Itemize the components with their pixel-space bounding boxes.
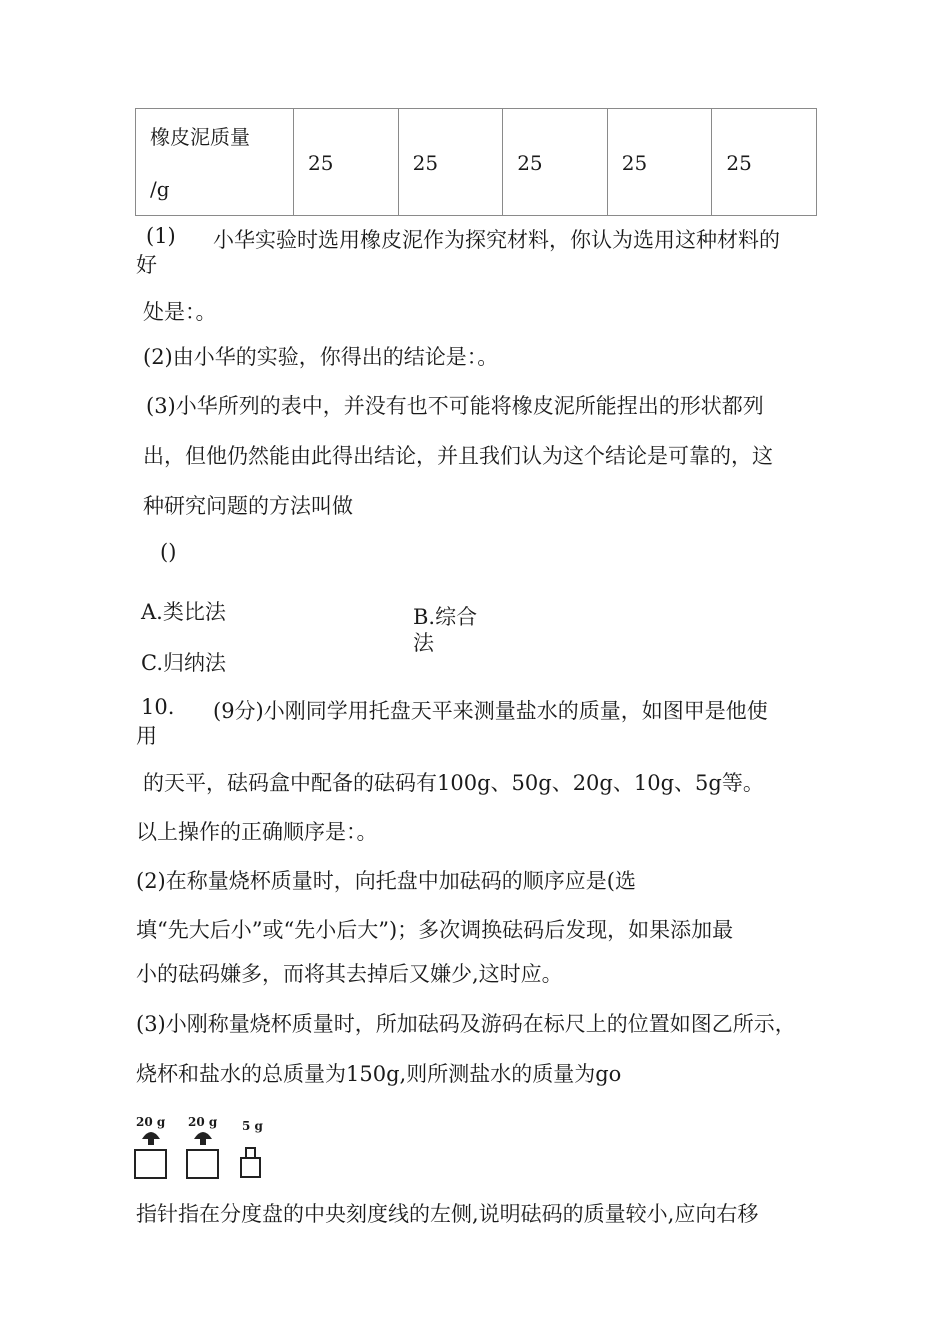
q10-part3-line1: (3)小刚称量烧杯质量时，所加砝码及游码在标尺上的位置如图乙所示， — [136, 1012, 796, 1036]
q10-part2-line2: 填“先大后小”或“先小后大”)；多次调换砝码后发现，如果添加最 — [136, 918, 734, 942]
q10-line3: 以上操作的正确顺序是：。 — [136, 820, 378, 844]
q9-option-c: C.归纳法 — [141, 651, 226, 675]
table-cell: 25 — [398, 109, 503, 216]
q10-number: 10. — [141, 695, 175, 719]
q9-part1-text: 小华实验时选用橡皮泥作为探究材料，你认为选用这种材料的 — [213, 228, 780, 252]
q9-option-a: A.类比法 — [141, 600, 226, 624]
q9-part3-line1: (3)小华所列的表中，并没有也不可能将橡皮泥所能捏出的形状都列 — [146, 394, 764, 418]
table-row — [136, 109, 817, 216]
q10-part3-line2: 烧杯和盐水的总质量为150g,则所测盐水的质量为go — [136, 1062, 622, 1086]
table-cell: 25 — [712, 109, 817, 216]
q10-line2: 的天平，砝码盒中配备的砝码有100g、50g、20g、10g、5g等。 — [143, 771, 764, 795]
weight-label: 20 g — [136, 1115, 166, 1129]
q9-part3-line2: 出，但他仍然能由此得出结论，并且我们认为这个结论是可靠的，这 — [143, 444, 773, 468]
weight-20g-icon — [184, 1115, 222, 1181]
q9-part2: (2)由小华的实验，你得出的结论是：。 — [143, 345, 499, 369]
q9-option-b-line2: 法 — [413, 631, 434, 655]
q9-part1-line2: 处是：。 — [143, 300, 217, 324]
table-cell: 25 — [294, 109, 399, 216]
weight-label: 20 g — [188, 1115, 218, 1129]
table-label-cell — [136, 109, 294, 216]
weight-label: 5 g — [242, 1119, 263, 1133]
weight-5g-icon — [238, 1115, 268, 1181]
q9-option-b-line1: B.综合 — [413, 605, 478, 629]
q9-part3-line3: 种研究问题的方法叫做 — [143, 494, 353, 518]
q9-part1-number: (1) — [146, 224, 176, 248]
weight-20g-icon — [132, 1115, 170, 1181]
q10-part2-line1: (2)在称量烧杯质量时，向托盘中加砝码的顺序应是(选 — [136, 869, 636, 893]
table-cell: 25 — [607, 109, 712, 216]
table-label-line2: /g — [150, 177, 170, 201]
weights-figure — [132, 1115, 272, 1181]
q10-part2-line3: 小的砝码嫌多，而将其去掉后又嫌少,这时应。 — [136, 962, 563, 986]
q10-intro-wrap: 用 — [136, 724, 157, 748]
table-cell: 25 — [503, 109, 608, 216]
q9-part1-wrap: 好 — [136, 253, 157, 277]
weight-20g — [132, 1115, 170, 1181]
mass-table — [135, 108, 817, 216]
answer-line: 指针指在分度盘的中央刻度线的左侧,说明砝码的质量较小,应向右移 — [136, 1202, 759, 1226]
weight-20g — [184, 1115, 222, 1181]
table-label-line1: 橡皮泥质量 — [150, 125, 250, 149]
q9-answer-blank: () — [160, 540, 177, 564]
weight-5g — [238, 1115, 268, 1181]
q10-intro: (9分)小刚同学用托盘天平来测量盐水的质量，如图甲是他使 — [213, 699, 768, 723]
